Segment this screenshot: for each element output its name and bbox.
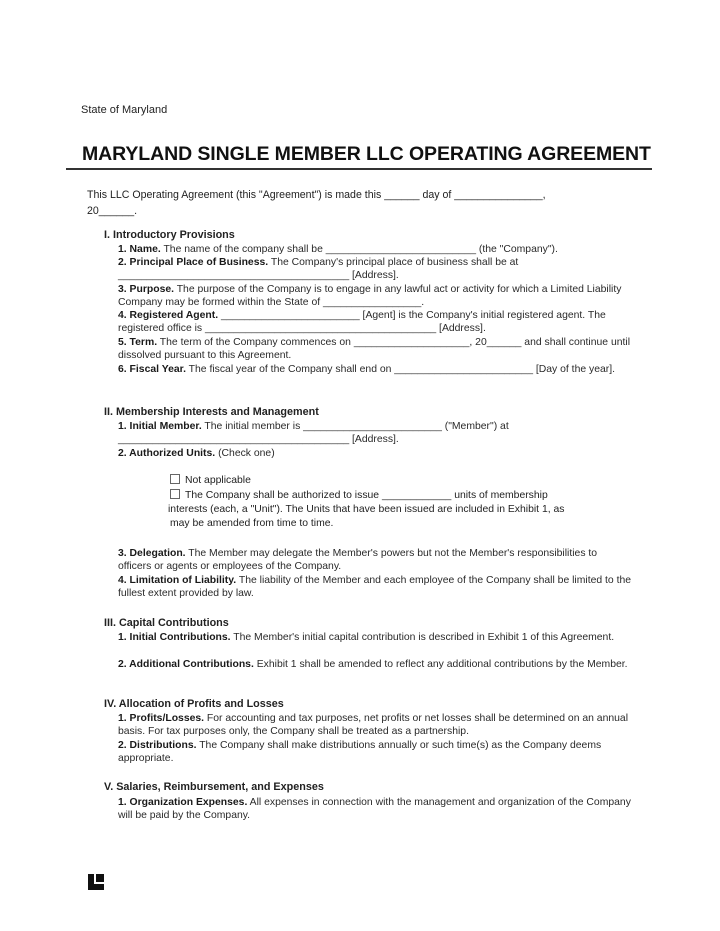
option-line: The Company shall be authorized to issue ____________ units of membership — [185, 490, 548, 501]
state-label: State of Maryland — [81, 104, 168, 116]
option-not-applicable — [170, 474, 630, 488]
section-heading-introductory-provisions: I. Introductory Provisions — [104, 229, 235, 241]
clause-term — [118, 336, 633, 363]
clause-additional-contributions — [118, 658, 633, 671]
clause-initial-contributions — [118, 631, 633, 644]
clause-text: ________________________ [Agent] is the Company's initial registered agent. The registered office is ________________________________________ [Address]. — [118, 310, 606, 335]
clause-label: 5. Term. — [118, 337, 158, 348]
clause-text: Exhibit 1 shall be amended to reflect any additional contributions by the Member. — [253, 659, 628, 670]
clause-distributions — [118, 739, 633, 766]
clause-label: 1. Initial Member. — [118, 421, 202, 432]
clause-text: For accounting and tax purposes, net profits or net losses shall be determined on an annual basis. For tax purposes only, the Company shall be treated as a partnership. — [118, 713, 629, 738]
section-heading-membership: II. Membership Interests and Management — [104, 406, 319, 418]
clause-text: The initial member is ________________________ ("Member") at ________________________________________ [Address]. — [118, 421, 509, 446]
option-label: Not applicable — [185, 475, 251, 486]
clause-limitation-liability — [118, 574, 633, 601]
option-line: interests (each, a "Unit"). The Units that have been issued are included in Exhibit 1, as — [168, 504, 565, 515]
clause-label: 4. Registered Agent. — [118, 310, 219, 321]
option-authorized-units — [170, 489, 632, 531]
clause-label: 1. Organization Expenses. — [118, 797, 248, 808]
intro-line-2: 20______. — [87, 205, 138, 217]
clause-text: The liability of the Member and each employee of the Company shall be limited to the fullest extent provided by law. — [118, 575, 632, 600]
clause-text: The purpose of the Company is to engage in any lawful act or activity for which a Limited Liability Company may be formed within the State of _________________. — [118, 284, 622, 309]
clause-text: The Company's principal place of business shall be at ________________________________________ [Address]. — [118, 257, 519, 282]
clause-delegation — [118, 547, 633, 574]
clause-organization-expenses — [118, 796, 633, 823]
clause-name — [118, 243, 633, 256]
clause-initial-member — [118, 420, 633, 447]
clause-registered-agent — [118, 309, 633, 336]
clause-text: The fiscal year of the Company shall end on ________________________ [Day of the year]. — [185, 364, 615, 375]
clause-text: (Check one) — [215, 448, 275, 459]
checkbox-icon — [170, 474, 180, 484]
intro-line-1: This LLC Operating Agreement (this "Agreement") is made this ______ day of _______________, — [87, 189, 546, 201]
option-line: may be amended from time to time. — [170, 518, 334, 529]
clause-text: The Company shall make distributions annually or such time(s) as the Company deems appropriate. — [118, 740, 602, 765]
checkbox-icon — [170, 489, 180, 499]
clause-label: 2. Principal Place of Business. — [118, 257, 269, 268]
section-heading-profits-losses: IV. Allocation of Profits and Losses — [104, 698, 284, 710]
clause-text: The name of the company shall be __________________________ (the "Company"). — [160, 244, 558, 255]
clause-label: 2. Distributions. — [118, 740, 197, 751]
clause-label: 1. Profits/Losses. — [118, 713, 205, 724]
clause-text: The term of the Company commences on ____________________, 20______ and shall continue until dissolved pursuant to this Agreement. — [118, 337, 630, 362]
clause-label: 3. Delegation. — [118, 548, 186, 559]
clause-authorized-units — [118, 447, 633, 460]
clause-label: 4. Limitation of Liability. — [118, 575, 237, 586]
page-title: MARYLAND SINGLE MEMBER LLC OPERATING AGREEMENT — [82, 143, 651, 165]
clause-label: 2. Authorized Units. — [118, 448, 216, 459]
clause-purpose — [118, 283, 633, 310]
clause-label: 2. Additional Contributions. — [118, 659, 254, 670]
clause-text: All expenses in connection with the management and organization of the Company will be paid by the Company. — [118, 797, 631, 822]
clause-principal-place — [118, 256, 633, 283]
clause-profits-losses — [118, 712, 633, 739]
clause-fiscal-year — [118, 363, 633, 376]
section-heading-capital-contributions: III. Capital Contributions — [104, 617, 229, 629]
legal-templates-logo-icon — [88, 874, 104, 890]
clause-label: 6. Fiscal Year. — [118, 364, 186, 375]
title-divider — [66, 168, 652, 170]
section-heading-salaries-expenses: V. Salaries, Reimbursement, and Expenses — [104, 781, 324, 793]
clause-label: 3. Purpose. — [118, 284, 175, 295]
clause-text: The Member may delegate the Member's powers but not the Member's responsibilities to officers or agents or employees of the Company. — [118, 548, 598, 573]
clause-label: 1. Name. — [118, 244, 161, 255]
clause-text: The Member's initial capital contribution is described in Exhibit 1 of this Agreement. — [230, 632, 615, 643]
intro-paragraph — [87, 187, 627, 219]
clause-label: 1. Initial Contributions. — [118, 632, 231, 643]
